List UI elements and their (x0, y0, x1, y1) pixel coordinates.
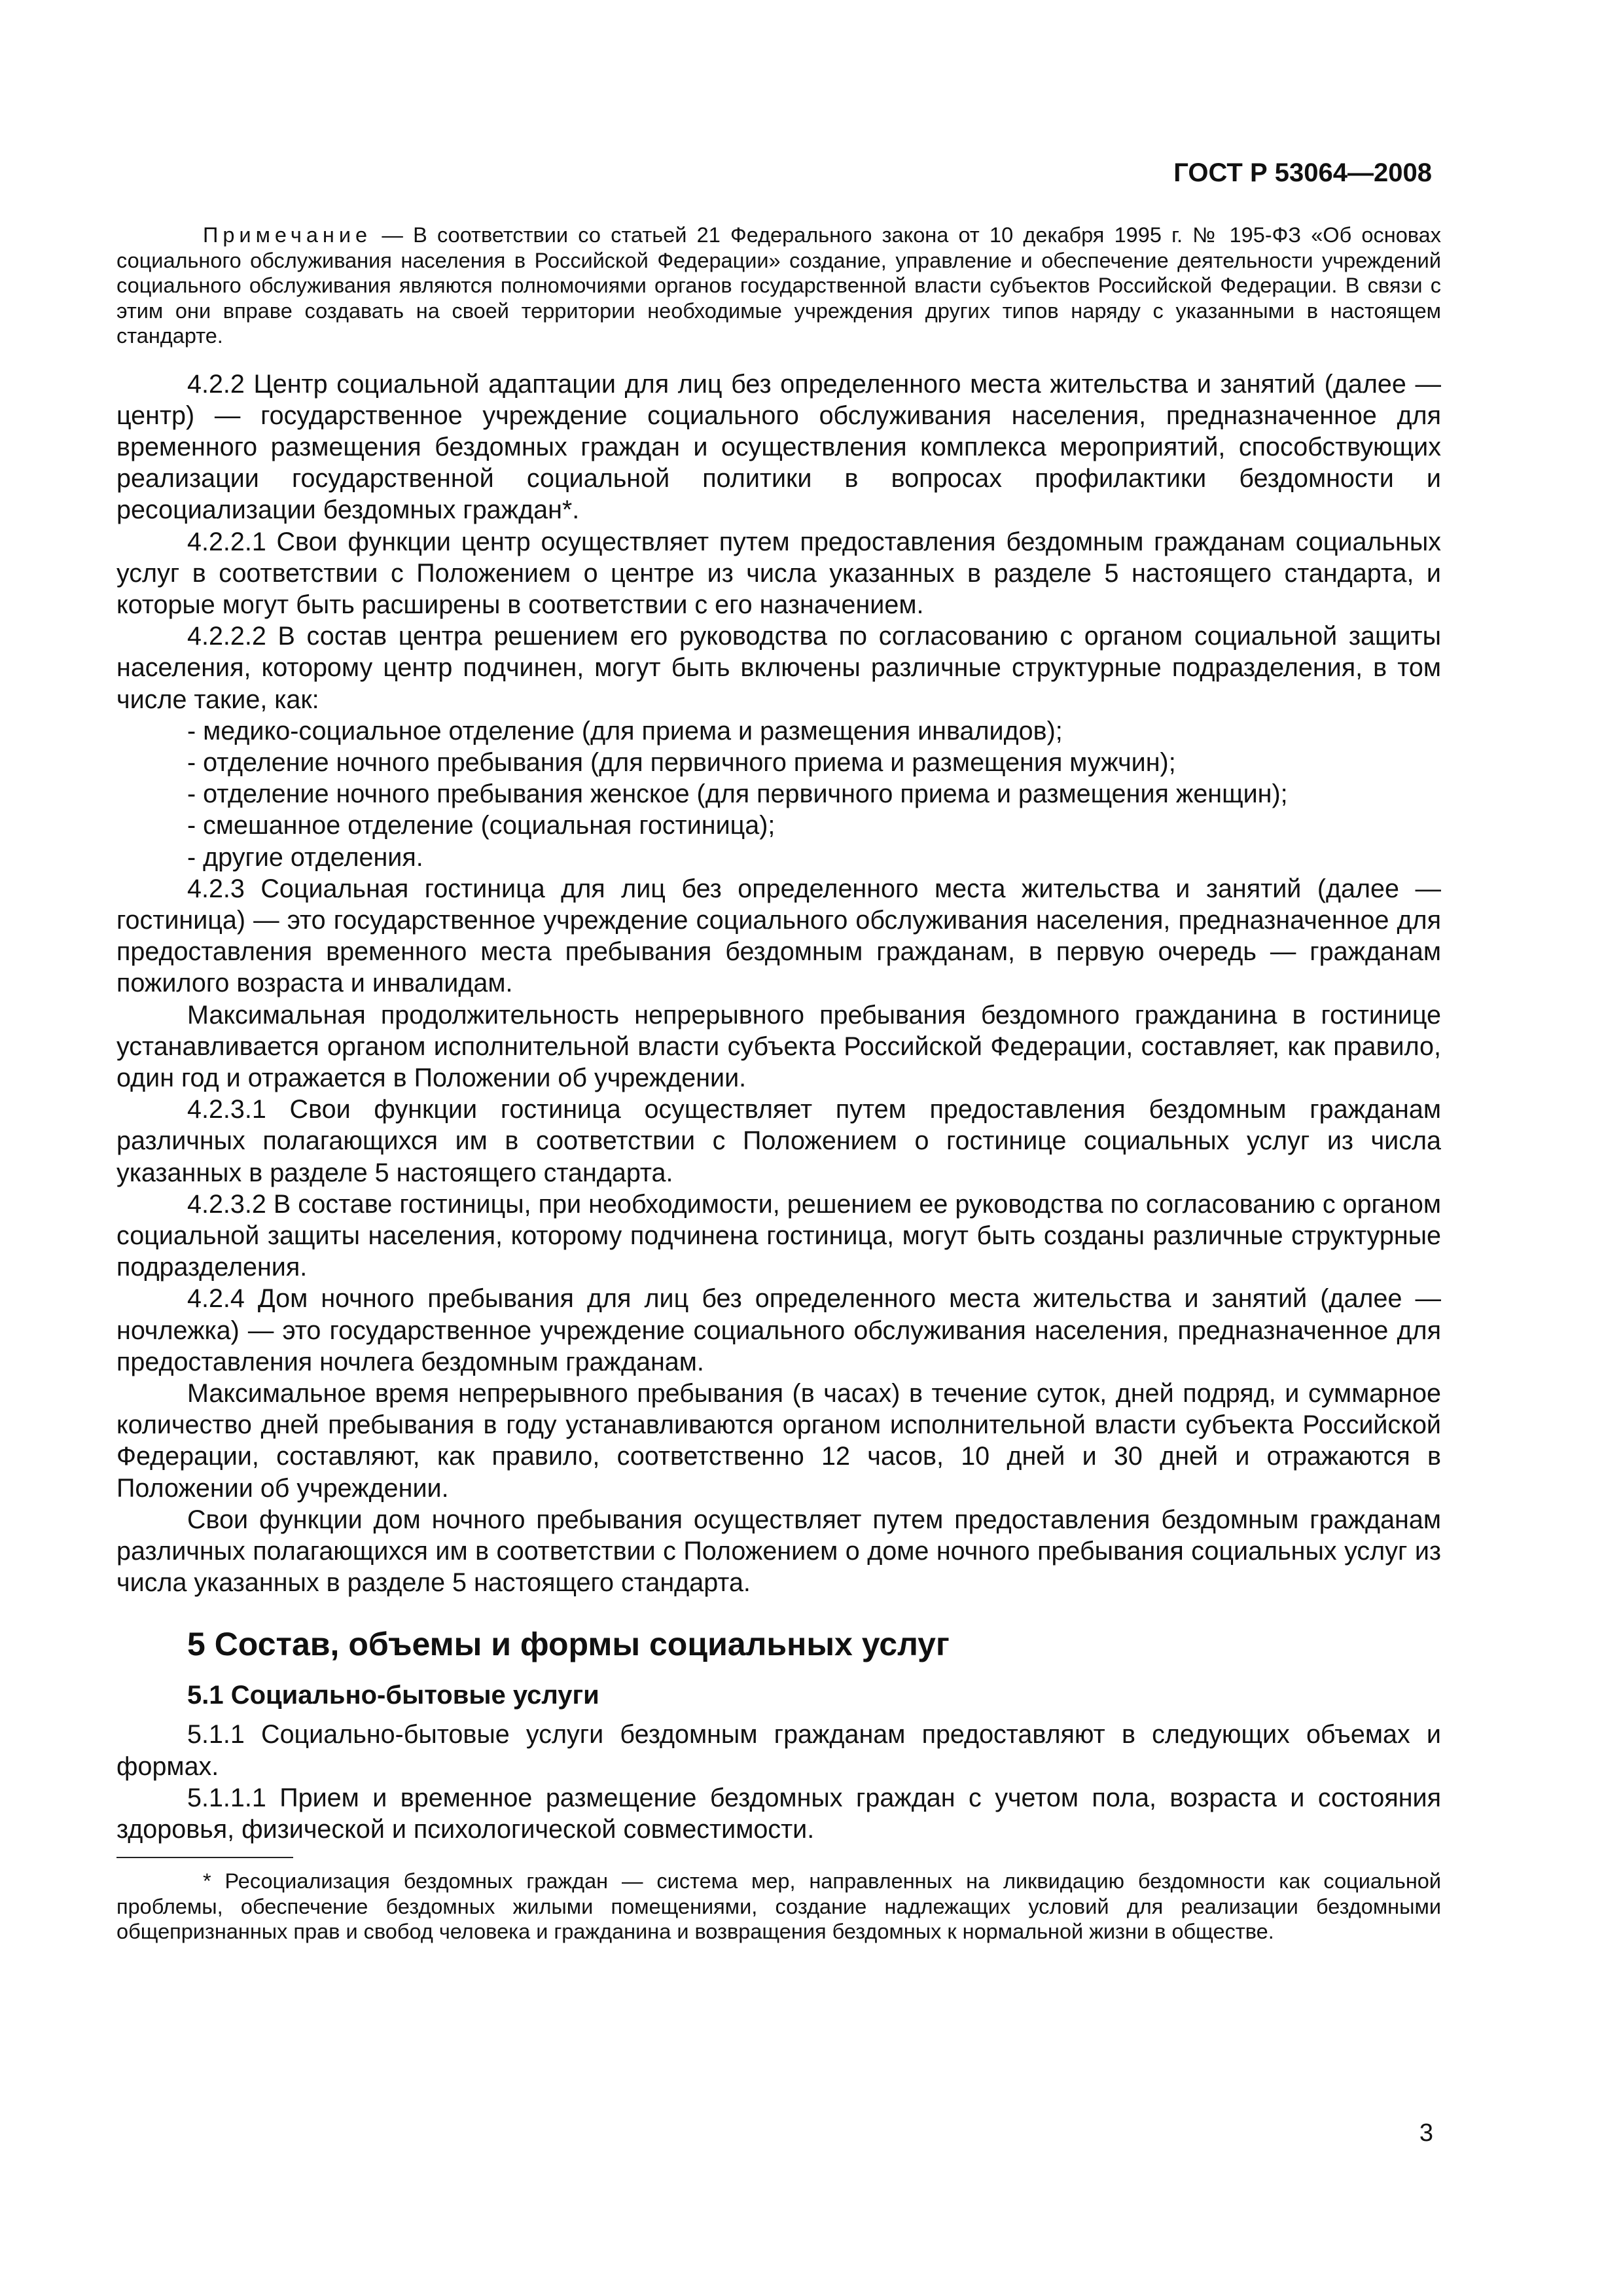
document-code: ГОСТ Р 53064—2008 (1173, 158, 1432, 187)
paragraph: 4.2.3 Социальная гостиница для лиц без определенного места жительства и занятий (далее — гостиница) — это государственное учреждение социального обслуживания населения, предназначенное для предоставления временного места пребывания бездомным гражданам, в первую очередь — гражданам пожилого возраста и инвалидам. (116, 874, 1441, 998)
list-item: - отделение ночного пребывания (для первичного приема и размещения мужчин); (187, 747, 1176, 777)
note-text: — В соответствии со статьей 21 Федерального закона от 10 декабря 1995 г. № 195-ФЗ «Об основах социального обслуживания населения в Российской Федерации» создание, управление и обеспечение деятельности учреждений социального обслуживания являются полномочиями органов государственной власти субъектов Российской Федерации. В связи с этим они вправе создавать на своей территории необходимые учреждения других типов наряду с указанными в настоящем стандарте. (116, 223, 1441, 348)
paragraph: 4.2.2 Центр социальной адаптации для лиц без определенного места жительства и занятий (далее — центр) — государственное учреждение социального обслуживания населения, предназначенное для временного размещения бездомных граждан и осуществления комплекса мероприятий, способствующих реализации государственной социальной политики в вопросах профилактики бездомности и ресоциализации бездомных граждан*. (116, 369, 1441, 525)
list-item: - отделение ночного пребывания женское (для первичного приема и размещения женщин); (187, 780, 1288, 809)
subsection-title: 5.1 Социально-бытовые услуги (187, 1681, 599, 1710)
footnote-divider (116, 1857, 293, 1858)
paragraph: 4.2.4 Дом ночного пребывания для лиц без определенного места жительства и занятий (далее — ночлежка) — это государственное учреждение социального обслуживания населения, предназначенное для предоставления ночлега бездомным гражданам. (116, 1284, 1441, 1376)
paragraph: 4.2.3.1 Свои функции гостиница осуществляет путем предоставления бездомным гражданам различных полагающихся им в соответствии с Положением о гостинице социальных услуг из числа указанных в разделе 5 настоящего стандарта. (116, 1095, 1441, 1187)
section-title: 5 Состав, объемы и формы социальных услуг (187, 1626, 950, 1663)
note-lead: Примечание (203, 223, 372, 247)
paragraph: 5.1.1 Социально-бытовые услуги бездомным гражданам предоставляют в следующих объемах и формах. (116, 1720, 1441, 1781)
list-item: - другие отделения. (187, 842, 423, 872)
list-item: - смешанное отделение (социальная гостиница); (187, 811, 776, 840)
note (116, 223, 1441, 349)
paragraph: 4.2.2.1 Свои функции центр осуществляет путем предоставления бездомным гражданам социальных услуг в соответствии с Положением о центре из числа указанных в разделе 5 настоящего стандарта, и которые могут быть расширены в соответствии с его назначением. (116, 527, 1441, 619)
paragraph: 4.2.3.2 В составе гостиницы, при необходимости, решением ее руководства по согласованию с органом социальной защиты населения, которому подчинена гостиница, могут быть созданы различные структурные подразделения. (116, 1189, 1441, 1282)
paragraph: Максимальная продолжительность непрерывного пребывания бездомного гражданина в гостинице устанавливается органом исполнительной власти субъекта Российской Федерации, составляет, как правило, один год и отражается в Положении об учреждении. (116, 1000, 1441, 1092)
page-number: 3 (1419, 2119, 1433, 2147)
paragraph: Максимальное время непрерывного пребывания (в часах) в течение суток, дней подряд, и суммарное количество дней пребывания в году устанавливаются органом исполнительной власти субъекта Российской Федерации, составляют, как правило, соответственно 12 часов, 10 дней и 30 дней и отражаются в Положении об учреждении. (116, 1379, 1441, 1503)
paragraph: Свои функции дом ночного пребывания осуществляет путем предоставления бездомным гражданам различных полагающихся им в соответствии с Положением о доме ночного пребывания социальных услуг из числа указанных в разделе 5 настоящего стандарта. (116, 1505, 1441, 1598)
subdivision-list (116, 715, 1441, 873)
footnote: * Ресоциализация бездомных граждан — система мер, направленных на ликвидацию бездомности как социальной проблемы, обеспечение бездомных жилыми помещениями, создание надлежащих условий для реализации бездомными общепризнанных прав и свобод человека и гражданина и возвращения бездомных к нормальной жизни в обществе. (116, 1869, 1441, 1944)
paragraph: 4.2.2.2 В состав центра решением его руководства по согласованию с органом социальной защиты населения, которому центр подчинен, могут быть включены различные структурные подразделения, в том числе такие, как: (116, 622, 1441, 714)
page-body (116, 223, 1441, 1945)
paragraph: 5.1.1.1 Прием и временное размещение бездомных граждан с учетом пола, возраста и состояния здоровья, физической и психологической совместимости. (116, 1783, 1441, 1844)
list-item: - медико-социальное отделение (для приема и размещения инвалидов); (187, 716, 1063, 745)
